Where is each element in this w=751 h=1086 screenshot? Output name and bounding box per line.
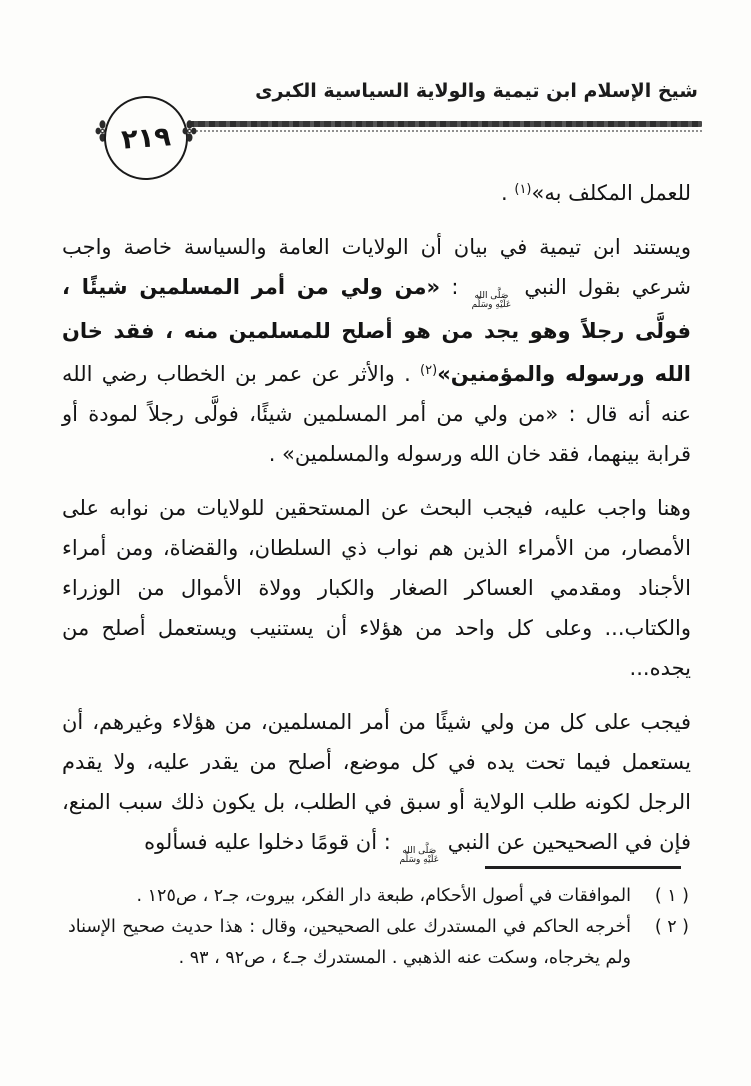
footnote-ref-1: (١): [514, 182, 532, 197]
pbuh-top: صَلَّى الله: [474, 291, 509, 301]
footnote-marker: ( ١ ): [654, 886, 689, 906]
header-rule-bar: [188, 121, 702, 127]
body-text-run: :: [440, 275, 470, 299]
footnote-text: الموافقات في أصول الأحكام، طبعة دار الفكر، بيروت، جـ٢ ، ص١٢٥ .: [136, 886, 631, 906]
footnote-ref-2: (٢): [420, 362, 438, 378]
body-text-run: ويستند ابن تيمية في بيان أن الولايات العامة والسياسة خاصة واجب شرعي بقول النبي: [62, 235, 691, 299]
pbuh-top: صَلَّى الله: [402, 845, 437, 856]
header-rule-dotted-line: [188, 130, 702, 132]
page-number: ٢١٩: [120, 120, 172, 156]
paragraph-hadith: [62, 227, 691, 474]
pbuh-ligature-icon: [399, 847, 439, 866]
footnote-1: [68, 881, 689, 912]
hadith-quote-bold: «من ولي من أمر المسلمين شيئًا ، فولَّى رجلاً وهو يجد من هو أصلح للمسلمين منه ، فقد خان الله ورسوله والمؤمنين»: [62, 275, 691, 386]
floral-ornament-icon: [182, 120, 197, 146]
body-text-run: . والأثر عن عمر بن الخطاب رضي الله عنه أنه قال : «من ولي من أمر المسلمين شيئًا، فولَّى رجلاً لمودة أو قرابة بينهما، فقد خان الله ورسوله والمسلمين» .: [62, 361, 691, 466]
page-number-badge: [104, 96, 188, 180]
body-text-run: وهنا واجب عليه، فيجب البحث عن المستحقين للولايات من نوابه على الأمصار، من الأمراء الذين هم نواب ذي السلطان، والقضاة، ومن أمراء الأجناد ومقدمي العساكر الصغار والكبار وولاة الأموال من الوزراء والكتاب... وعلى كل واحد من هؤلاء أن يستنيب ويستعمل أصلح من يجده...: [62, 495, 691, 680]
body-text-run: فيجب على كل من ولي شيئًا من أمر المسلمين، من هؤلاء وغيرهم، أن يستعمل فيما تحت يده في كل موضع، أصلح من يقدر عليه، ولا يقدم الرجل لكونه طلب الولاية أو سبق في الطلب، بل يكون ذلك سبب المنع، فإن في الصحيحين عن النبي: [62, 709, 691, 854]
body-text-run: : أن قومًا دخلوا عليه فسألوه: [144, 829, 398, 854]
running-head-title: شيخ الإسلام ابن تيمية والولاية السياسية الكبرى: [255, 80, 698, 102]
footnote-2: [68, 912, 689, 974]
footnote-separator: [485, 866, 681, 869]
body-text-run: .: [501, 181, 515, 205]
pbuh-bottom: عَلَيْهِ وسَلَّم: [399, 855, 440, 866]
pbuh-bottom: عَلَيْهِ وسَلَّم: [471, 300, 512, 311]
body-text-run: للعمل المكلف به»: [531, 181, 691, 205]
paragraph-appointment: [62, 702, 691, 866]
page-body: [62, 170, 691, 880]
header-rule: [188, 121, 702, 132]
footnote-marker: ( ٢ ): [654, 917, 689, 937]
paragraph-duties: [62, 488, 691, 688]
footnotes-section: [68, 866, 689, 974]
paragraph-continuation: [62, 170, 691, 213]
footnote-text: أخرجه الحاكم في المستدرك على الصحيحين، وقال : هذا حديث صحيح الإسناد ولم يخرجاه، وسكت عنه الذهبي . المستدرك جـ٤ ، ص٩٢ ، ٩٣ .: [68, 917, 631, 968]
pbuh-ligature-icon: [472, 292, 512, 311]
